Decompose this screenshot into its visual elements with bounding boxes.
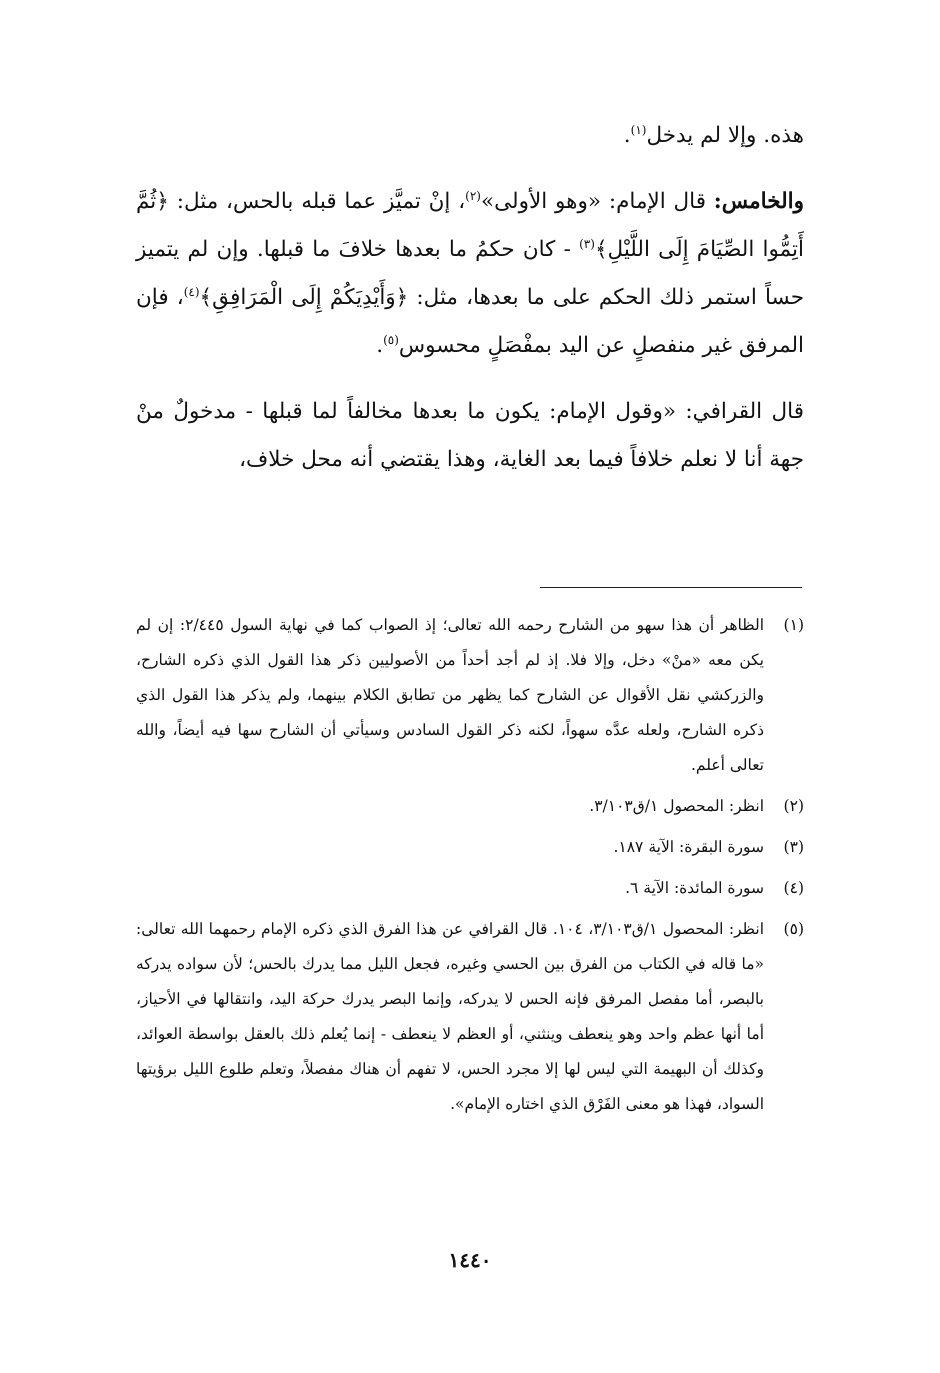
footnote-text: سورة البقرة: الآية ١٨٧.	[613, 838, 764, 856]
main-text	[136, 112, 804, 484]
footnote-ref-5: (٥)	[383, 332, 399, 347]
footnote-separator	[540, 587, 802, 588]
paragraph-2-text-2: ، إنْ تميَّز عما قبله بالحس، مثل: ﴿ثُمَّ أَتِمُّوا الصِّيَامَ إِلَى اللَّيْلِ﴾	[136, 189, 804, 262]
footnote-5	[136, 912, 804, 1122]
footnote-ref-2: (٢)	[465, 188, 481, 203]
paragraph-1-end: .	[623, 123, 631, 148]
paragraph-3: قال القرافي: «وقول الإمام: يكون ما بعدها مخالفاً لما قبلها - مدخولٌ منْ جهة أنا لا نعلم خلافاً فيما بعد الغاية، وهذا يقتضي أنه محل خلاف،	[136, 399, 804, 472]
footnote-4	[136, 871, 804, 906]
footnote-3	[136, 830, 804, 865]
page-number: ١٤٤٠	[448, 1248, 492, 1272]
footnote-2	[136, 789, 804, 824]
footnote-text: الظاهر أن هذا سهو من الشارح رحمه الله تعالى؛ إذ الصواب كما في نهاية السول ٢/٤٤٥: إن لم يكن معه «منْ» دخل، وإلا فلا. إذ لم أجد أحداً من الأصوليين ذكر هذا القول الذي ذكره الشارح، والزركشي نقل الأقوال عن الشارح كما يظهر من تطابق الكلام بينهما، ولم يذكر هذا القول الذي ذكره الشارح، ولعله عدَّه سهواً، لكنه ذكر القول السادس وسيأتي أن الشارح سها فيه أيضاً، والله تعالى أعلم.	[136, 616, 764, 774]
footnote-ref-1: (١)	[630, 122, 647, 137]
paragraph-2-lead: والخامس:	[713, 189, 804, 214]
footnote-number: (٢)	[783, 797, 804, 815]
paragraph-1	[136, 112, 804, 160]
paragraph-2-text-4: ، فإن المرفق غير منفصلٍ عن اليد بمفْصَلٍ محسوس	[136, 285, 804, 358]
footnote-text: سورة المائدة: الآية ٦.	[625, 879, 764, 897]
paragraph-1-text: هذه. وإلا لم يدخل	[646, 123, 804, 148]
paragraph-2-text-1: قال الإمام: «وهو الأولى»	[480, 189, 714, 214]
paragraph-2-text-3: - كان حكمُ ما بعدها خلافَ ما قبلها. وإن لم يتميز حساً استمر ذلك الحكم على ما بعدها، مثل: ﴿وَأَيْدِيَكُمْ إِلَى الْمَرَافِقِ﴾	[136, 237, 804, 310]
footnote-text: انظر: المحصول ١/ق٣/١٠٣.	[589, 797, 764, 815]
footnote-number: (١)	[783, 616, 804, 634]
footnote-number: (٤)	[783, 879, 804, 897]
footnote-number: (٣)	[783, 838, 804, 856]
footnote-1	[136, 608, 804, 783]
paragraph-2	[136, 178, 804, 370]
paragraph-2-end: .	[376, 333, 384, 358]
footnote-ref-3: (٣)	[579, 236, 595, 251]
footnote-ref-4: (٤)	[183, 284, 200, 299]
footnote-number: (٥)	[783, 920, 804, 938]
footnotes	[136, 608, 804, 1122]
footnote-text: انظر: المحصول ١/ق٣/١٠٣، ١٠٤. قال القرافي عن هذا الفرق الذي ذكره الإمام رحمهما الله تعالى: «ما قاله في الكتاب من الفرق بين الحسي وغيره، فجعل الليل مما يدرك بالحس؛ لأن سواده يدركه بالبصر، أما مفصل المرفق فإنه الحس لا يدركه، وإنما البصر يدرك حركة اليد، وانتقالها في الأحياز، أما أنها عظم واحد وهو ينعطف وينثني، أو العظم لا ينعطف - إنما يُعلم ذلك بالعقل بواسطة العوائد، وكذلك أن البهيمة التي ليس لها إلا مجرد الحس، لا تفهم أن هناك مفصلاً، وتعلم طلوع الليل برؤيتها السواد، فهذا هو معنى الفَرْق الذي اختاره الإمام».	[136, 920, 764, 1113]
